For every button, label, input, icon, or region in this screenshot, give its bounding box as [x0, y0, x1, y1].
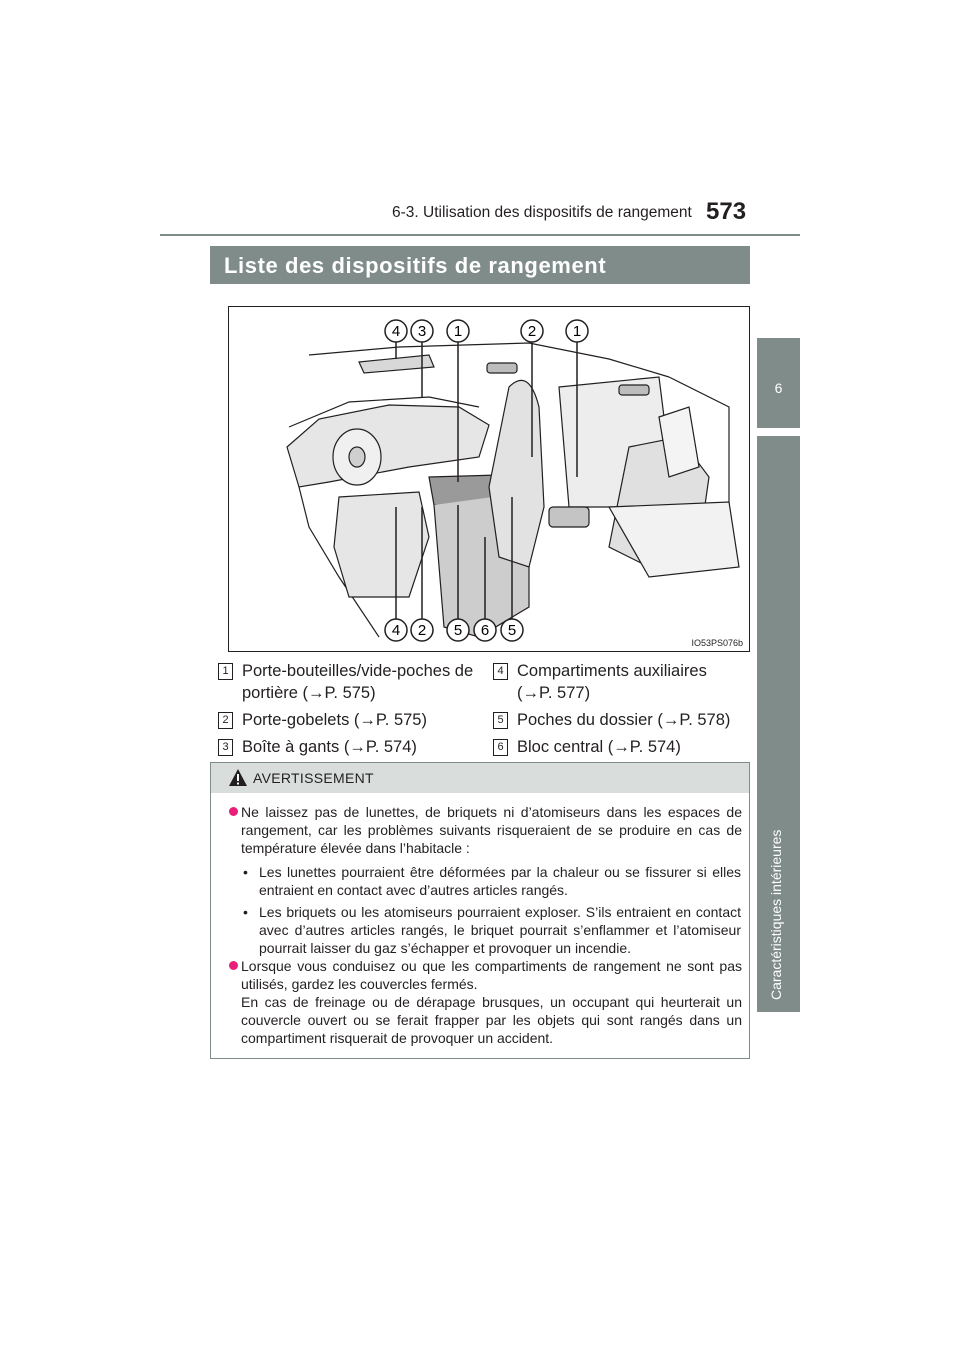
legend-number: 1: [218, 663, 233, 680]
bullet-icon: [229, 807, 238, 816]
warning-title: AVERTISSEMENT: [253, 770, 374, 786]
svg-text:1: 1: [572, 323, 582, 340]
warning-subitem-text: Les briquets ou les atomiseurs pourraient exploser. S’ils entraient en contact avec d’autres articles rangés, le briquet pourrait s’enflammer et l’atomiseur pourrait laisser du gaz s’échapper et provoquer un incendie.: [259, 904, 741, 956]
warning-item: [229, 803, 742, 857]
callout-bottom-4: [474, 619, 496, 641]
legend-text: Porte-bouteilles/vide-poches de: [242, 662, 474, 680]
svg-text:4: 4: [391, 622, 401, 639]
legend-number: 6: [493, 739, 508, 756]
legend-number: 3: [218, 739, 233, 756]
warning-triangle-icon: [228, 768, 248, 787]
bullet-dot-icon: •: [243, 864, 248, 880]
bullet-dot-icon: •: [243, 904, 248, 920]
callout-bottom-5: [501, 619, 523, 641]
callout-top-5: [566, 320, 588, 342]
svg-text:1: 1: [453, 323, 463, 340]
warning-subitem: [243, 863, 741, 899]
callout-bottom-3: [447, 619, 469, 641]
warning-item: [229, 957, 742, 1047]
legend-text: Poches du dossier (→P. 578): [517, 711, 731, 729]
warning-box: [210, 762, 750, 1059]
svg-text:4: 4: [391, 323, 401, 340]
chapter-number: 6: [774, 380, 783, 396]
svg-text:2: 2: [527, 323, 537, 340]
warning-item-text: Lorsque vous conduisez ou que les compartiments de rangement ne sont pas utilisés, gardez les couvercles fermés.: [241, 958, 742, 992]
legend-text: Bloc central (→P. 574): [517, 738, 681, 756]
page-title: Liste des dispositifs de rangement: [224, 253, 607, 278]
legend-text: (→P. 577): [517, 684, 591, 702]
callout-top-4: [521, 320, 543, 342]
legend-text: Porte-gobelets (→P. 575): [242, 711, 427, 729]
page-number: 573: [706, 198, 747, 225]
callout-top-2: [411, 320, 433, 342]
callout-bottom-2: [411, 619, 433, 641]
legend-number: 2: [218, 712, 233, 729]
legend-text: portière (→P. 575): [242, 684, 376, 702]
warning-item-continuation: En cas de freinage ou de dérapage brusques, un occupant qui heurterait un couvercle ouvert ou se ferait frapper par les objets qui sont rangés dans un compartiment risquerait de provoquer un accident.: [241, 994, 742, 1046]
car-interior-drawing: [229, 307, 750, 652]
warning-subitem-text: Les lunettes pourraient être déformées par la chaleur ou se fissurer si elles entraient en contact avec d’autres articles rangés.: [259, 864, 741, 898]
title-bar: [210, 246, 750, 284]
chapter-title: Caractéristiques intérieures: [768, 829, 784, 1000]
svg-text:3: 3: [417, 323, 427, 340]
bullet-icon: [229, 961, 238, 970]
legend-text: Boîte à gants (→P. 574): [242, 738, 417, 756]
warning-subitem: [243, 903, 741, 957]
callout-bottom-1: [385, 619, 407, 641]
interior-illustration: [228, 306, 750, 652]
legend-number: 4: [493, 663, 508, 680]
warning-header: [211, 763, 749, 793]
svg-text:5: 5: [453, 622, 463, 639]
svg-text:5: 5: [507, 622, 517, 639]
svg-text:2: 2: [417, 622, 427, 639]
legend-text: Compartiments auxiliaires: [517, 662, 707, 680]
svg-text:6: 6: [480, 622, 490, 639]
figure-code: IO53PS076b: [691, 638, 743, 648]
callout-top-1: [385, 320, 407, 342]
legend-number: 5: [493, 712, 508, 729]
section-heading: 6-3. Utilisation des dispositifs de rangement: [392, 204, 692, 221]
callout-top-3: [447, 320, 469, 342]
header-rule: [160, 234, 800, 236]
warning-item-text: Ne laissez pas de lunettes, de briquets ni d’atomiseurs dans les espaces de rangement, car les problèmes suivants risqueraient de se produire en cas de température élevée dans l’habitacle :: [241, 804, 742, 856]
